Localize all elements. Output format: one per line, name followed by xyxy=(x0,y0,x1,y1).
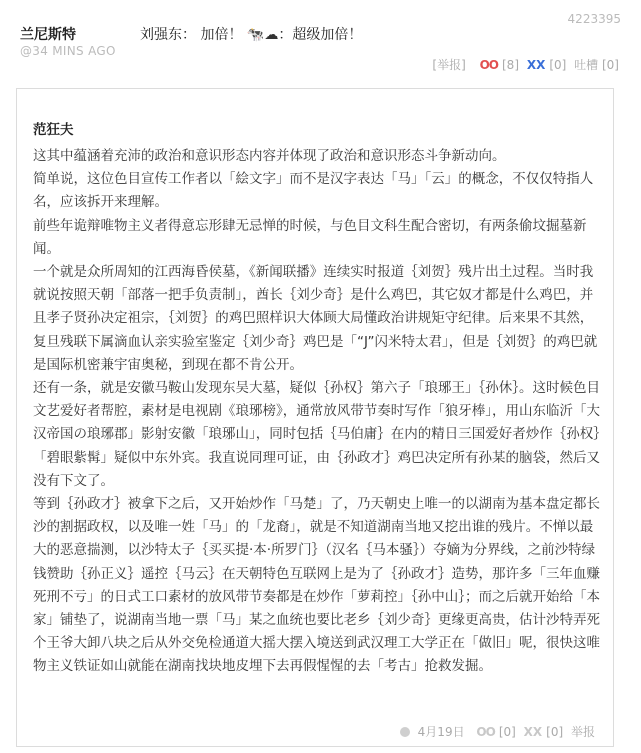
post-toolbar xyxy=(428,56,619,73)
tucao-link[interactable]: 吐槽 [0] xyxy=(574,58,619,72)
xx-count: [0] xyxy=(546,725,564,739)
cow-cloud-icon: 🐄☁ xyxy=(246,27,279,43)
xx-vote-icon[interactable]: XX xyxy=(523,725,543,739)
comment-date: 4月19日 xyxy=(417,725,465,739)
report-link[interactable]: 举报 xyxy=(570,725,595,739)
post-time: @34 MINS AGO xyxy=(20,44,116,58)
comment-body xyxy=(33,145,605,679)
post-author[interactable]: 兰尼斯特 xyxy=(20,27,76,43)
comment-paragraph: 前些年诡辩唯物主义者得意忘形肆无忌惮的时候，与色目文科生配合密切，有两条偷坟掘墓新闻。 xyxy=(33,217,587,257)
comment-paragraph: 等到｛孙政才｝被拿下之后，又开始炒作「马楚」了，乃天朝史上唯一的以湖南为基本盘定都长沙的割据政权，以及唯一姓「马」的「龙裔」，就是不知道湖南当地又挖出谁的残片。不惮以最大的恶意揣测，以沙特太子｛买买提·本·所罗门｝（汉名｛马本骚｝）夺嫡为分界线，之前沙特绿钱赞助｛孙正义｝遥控｛马云｝在天朝特色互联网上是为了｛孙政才｝造势，那许多「三年血赚死刑不亏」的日式工口素材的放风带节奏都是在炒作「萝莉控」｛孙中山｝；而之后就开始给「本家」铺垫了，说湖南当地一票「马」某之血统也要比老乡｛刘少奇｝更缘更高贵，估计沙特弄死个王爷大卸八块之后从外交免检通道大摇大摆入境送到武汉理工大学正在「做旧」呢，很快这唯物主义铁证如山就能在湖南找块地皮埋下去再假惺惺的去「考古」抢救发掘。 xyxy=(33,496,600,675)
oo-vote-icon[interactable]: OO xyxy=(476,725,495,739)
comment-paragraph: 还有一条，就是安徽马鞍山发现东吴大墓，疑似｛孙权｝第六子「琅琊王」｛孙休｝。这时候色目文艺爱好者帮腔，素材是电视剧《琅琊榜》，通常放风带节奏时写作「狼牙棒」，用山东临沂「大汉帝国の琅琊郡」影射安徽「琅琊山」，同时包括｛马伯庸｝在内的精日三国爱好者炒作｛孙权｝「碧眼紫髯」疑似中东外宾。我直说同理可证，由｛孙政才｝鸡巴决定所有孙某的脑袋，然后又没有下文了。 xyxy=(33,380,600,489)
post-message xyxy=(140,24,362,44)
comment-paragraph: 这其中蕴涵着充沛的政治和意识形态内容并体现了政治和意识形态斗争新动向。 xyxy=(33,148,506,164)
user-dot-icon xyxy=(400,727,410,737)
oo-vote-icon[interactable]: OO xyxy=(479,58,498,72)
post-header xyxy=(0,0,641,83)
xx-vote-icon[interactable]: XX xyxy=(526,58,546,72)
comment-paragraph: 简单说，这位色目宣传工作者以「絵文字」而不是汉字表达「马」「云」的概念，不仅仅特指人名，应该拆开来理解。 xyxy=(33,171,594,211)
comment-footer xyxy=(396,723,595,740)
oo-count: [0] xyxy=(498,725,516,739)
report-link[interactable]: [举报] xyxy=(432,58,466,72)
oo-count: [8] xyxy=(502,58,519,72)
xx-count: [0] xyxy=(549,58,567,72)
message-prefix: 刘强东： 加倍！ xyxy=(140,27,243,43)
message-suffix: ：超级加倍！ xyxy=(278,27,363,43)
comment-box xyxy=(16,88,614,747)
comment-author[interactable]: 范狂夫 xyxy=(33,122,74,138)
comment-paragraph: 一个就是众所周知的江西海昏侯墓，《新闻联播》连续实时报道｛刘贺｝残片出土过程。当时我就说按照天朝「部落一把手负责制」，酋长｛刘少奇｝是什么鸡巴，其它奴才都是什么鸡巴，并且孝子贤孙决定祖宗，｛刘贺｝的鸡巴照样识大体顾大局懂政治讲规矩守纪律。后来果不其然，复旦残联下属滴血认亲实验室鉴定｛刘少奇｝鸡巴是「“J”闪米特太君」，但是｛刘贺｝的鸡巴就是国际机密兼宇宙奥秘，到现在都不肯公开。 xyxy=(33,264,598,373)
post-id[interactable]: 4223395 xyxy=(567,12,621,26)
